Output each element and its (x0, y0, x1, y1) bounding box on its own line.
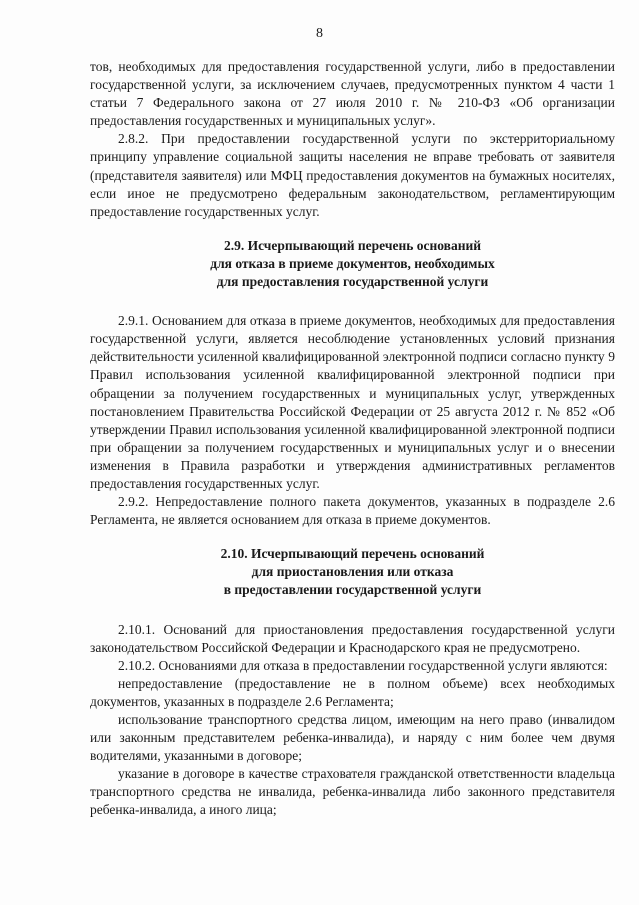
section-heading-2-10 (90, 545, 615, 599)
section-heading-2-9 (90, 237, 615, 291)
heading-line: для приостановления или отказа (251, 564, 454, 580)
paragraph-2-9-1: 2.9.1. Основанием для отказа в приеме документов, необходимых для предоставления государственной услуги, является несоблюдение установленных условий признания действительности усиленной квалифицированной электронной подписи согласно пункту 9 Правил использования усиленной квалифицированной электронной подписи при обращении за получением государственных и муниципальных услуг, утвержденных постановлением Правительства Российской Федерации от 25 августа 2012 г. № 852 «Об утверждении Правил использования усиленной квалифицированной электронной подписи при обращении за получением государственных и муниципальных услуг и о внесении изменения в Правила разработки и утверждения административных регламентов предоставления государственных услуг. (90, 313, 615, 491)
page-number: 8 (316, 26, 323, 41)
heading-line: для отказа в приеме документов, необходимых (210, 255, 495, 271)
paragraph-continuation: тов, необходимых для предоставления государственной услуги, либо в предоставлении государственной услуги, за исключением случаев, предусмотренных пунктом 4 части 1 статьи 7 Федерального закона от 27 июля 2010 г. № 210-ФЗ «Об организации предоставления государственных и муниципальных услуг». (90, 59, 615, 129)
list-item-ground: непредоставление (предоставление не в полном объеме) всех необходимых документов, указанных в подразделе 2.6 Регламента; (90, 675, 615, 709)
paragraph-2-10-2: 2.10.2. Основаниями для отказа в предоставлении государственной услуги являются: (118, 657, 608, 673)
list-item-ground: указание в договоре в качестве страхователя гражданской ответственности владельца транспортного средства не инвалида, ребенка-инвалида либо законного представителя ребенка-инвалида, а иного лица; (90, 766, 615, 818)
document-body (90, 58, 615, 820)
heading-line: в предоставлении государственной услуги (223, 582, 482, 598)
paragraph-2-8-2: 2.8.2. При предоставлении государственной услуги по экстерриториальному принципу управление социальной защиты населения не вправе требовать от заявителя (представителя заявителя) или МФЦ предоставления документов на бумажных носителях, если иное не предусмотрено федеральным законодательством, регламентирующим предоставление государственных услуг. (90, 131, 615, 219)
heading-line: для предоставления государственной услуги (216, 274, 489, 290)
heading-line: 2.10. Исчерпывающий перечень оснований (220, 546, 485, 562)
heading-line: 2.9. Исчерпывающий перечень оснований (223, 237, 482, 253)
paragraph-2-10-1: 2.10.1. Оснований для приостановления предоставления государственной услуги законодательством Российской Федерации и Краснодарского края не предусмотрено. (90, 621, 615, 655)
paragraph-2-9-2: 2.9.2. Непредоставление полного пакета документов, указанных в подразделе 2.6 Регламента, не является основанием для отказа в приеме документов. (90, 494, 615, 528)
list-item-ground: использование транспортного средства лицом, имеющим на него право (инвалидом или законным представителем ребенка-инвалида), и наряду с ним более чем двумя водителями, указанными в договоре; (90, 712, 615, 764)
